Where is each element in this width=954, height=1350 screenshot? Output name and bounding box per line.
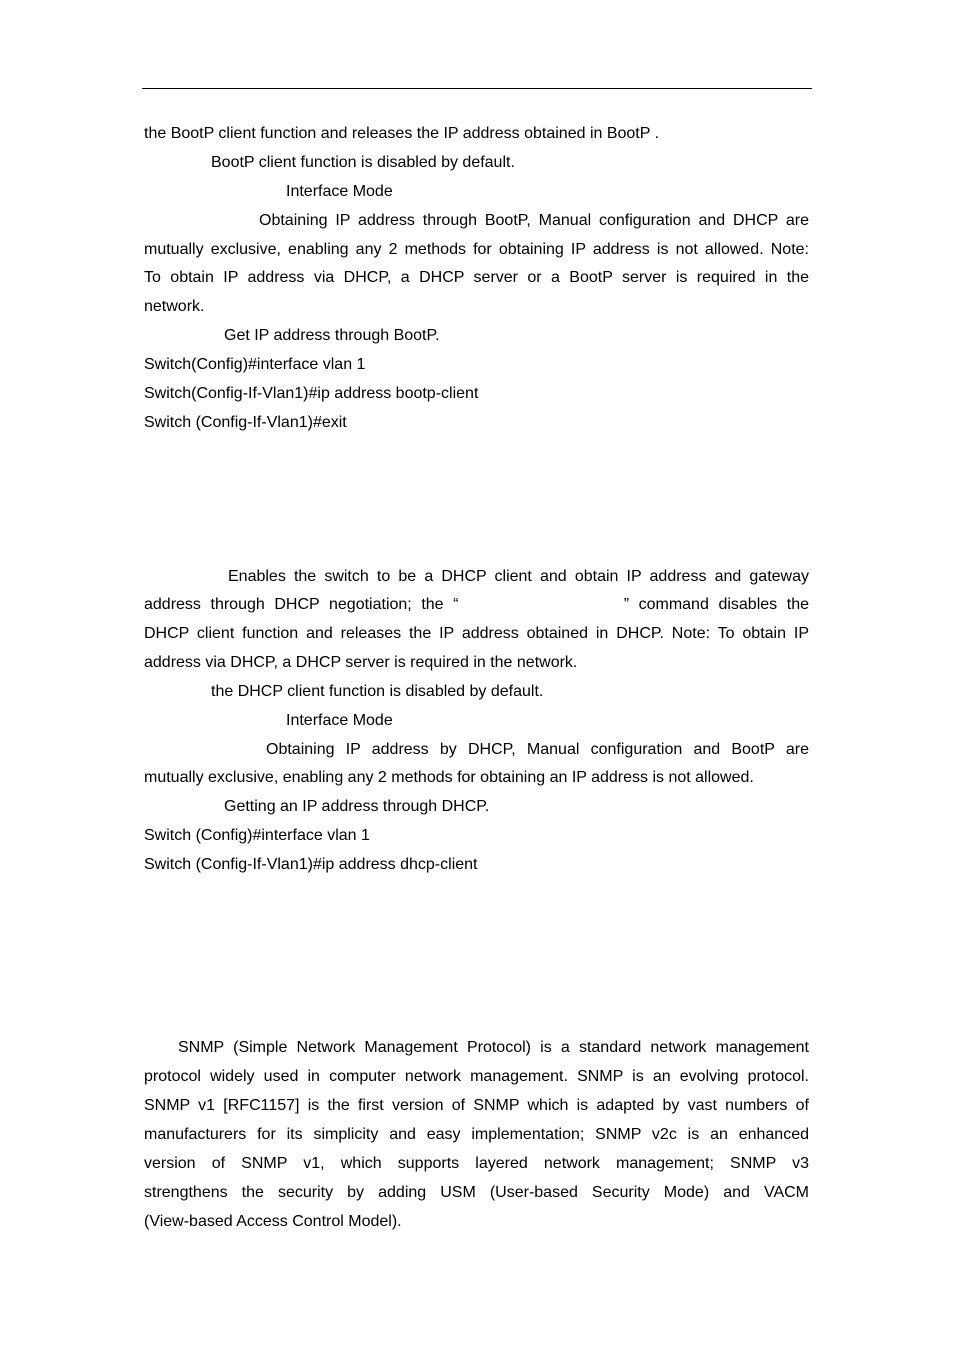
bootp-usage-line-3: To obtain IP address via DHCP, a DHCP server or a BootP server is required in the — [144, 269, 809, 286]
dhcp-command-1: Switch (Config)#interface vlan 1 — [144, 827, 370, 844]
dhcp-function-line-2 — [144, 595, 809, 615]
dhcp-command-2: Switch (Config-If-Vlan1)#ip address dhcp-client — [144, 856, 478, 873]
snmp-line-4: manufacturers for its simplicity and easy implementation; SNMP v2c is an enhanced — [144, 1126, 809, 1143]
header-rule — [142, 88, 812, 89]
dhcp-function-line-1: Enables the switch to be a DHCP client and obtain IP address and gateway — [228, 568, 809, 585]
snmp-line-6: strengthens the security by adding USM (User-based Security Mode) and VACM — [144, 1184, 809, 1201]
bootp-command-3: Switch (Config-If-Vlan1)#exit — [144, 414, 347, 431]
dhcp-function-line-4: address via DHCP, a DHCP server is required in the network. — [144, 654, 578, 671]
dhcp-mode-text: Interface Mode — [286, 712, 393, 729]
bootp-default-text: BootP client function is disabled by default. — [211, 154, 515, 171]
dhcp-function-line-2-end: ” command disables the — [623, 596, 809, 613]
bootp-function-text: the BootP client function and releases the IP address obtained in BootP . — [144, 125, 660, 142]
bootp-usage-line-1: Obtaining IP address through BootP, Manual configuration and DHCP are — [259, 212, 809, 229]
snmp-line-3: SNMP v1 [RFC1157] is the first version of SNMP which is adapted by vast numbers of — [144, 1097, 809, 1114]
dhcp-example-text: Getting an IP address through DHCP. — [224, 798, 490, 815]
dhcp-function-line-2-start: address through DHCP negotiation; the “ — [144, 596, 459, 613]
snmp-line-1: SNMP (Simple Network Management Protocol) is a standard network management — [178, 1039, 809, 1056]
bootp-usage-line-4: network. — [144, 298, 205, 315]
bootp-example-text: Get IP address through BootP. — [224, 327, 440, 344]
snmp-line-5: version of SNMP v1, which supports layered network management; SNMP v3 — [144, 1155, 809, 1172]
dhcp-usage-line-2: mutually exclusive, enabling any 2 methods for obtaining an IP address is not allowed. — [144, 769, 754, 786]
snmp-line-2: protocol widely used in computer network management. SNMP is an evolving protocol. — [144, 1068, 809, 1085]
bootp-usage-line-2: mutually exclusive, enabling any 2 methods for obtaining IP address is not allowed. Note: — [144, 241, 809, 258]
dhcp-default-text: the DHCP client function is disabled by default. — [211, 683, 544, 700]
bootp-mode-text: Interface Mode — [286, 183, 393, 200]
dhcp-function-line-3: DHCP client function and releases the IP address obtained in DHCP. Note: To obtain IP — [144, 625, 809, 642]
snmp-line-7: (View-based Access Control Model). — [144, 1213, 402, 1230]
bootp-command-2: Switch(Config-If-Vlan1)#ip address bootp-client — [144, 385, 479, 402]
bootp-command-1: Switch(Config)#interface vlan 1 — [144, 356, 366, 373]
dhcp-usage-line-1: Obtaining IP address by DHCP, Manual configuration and BootP are — [266, 741, 809, 758]
